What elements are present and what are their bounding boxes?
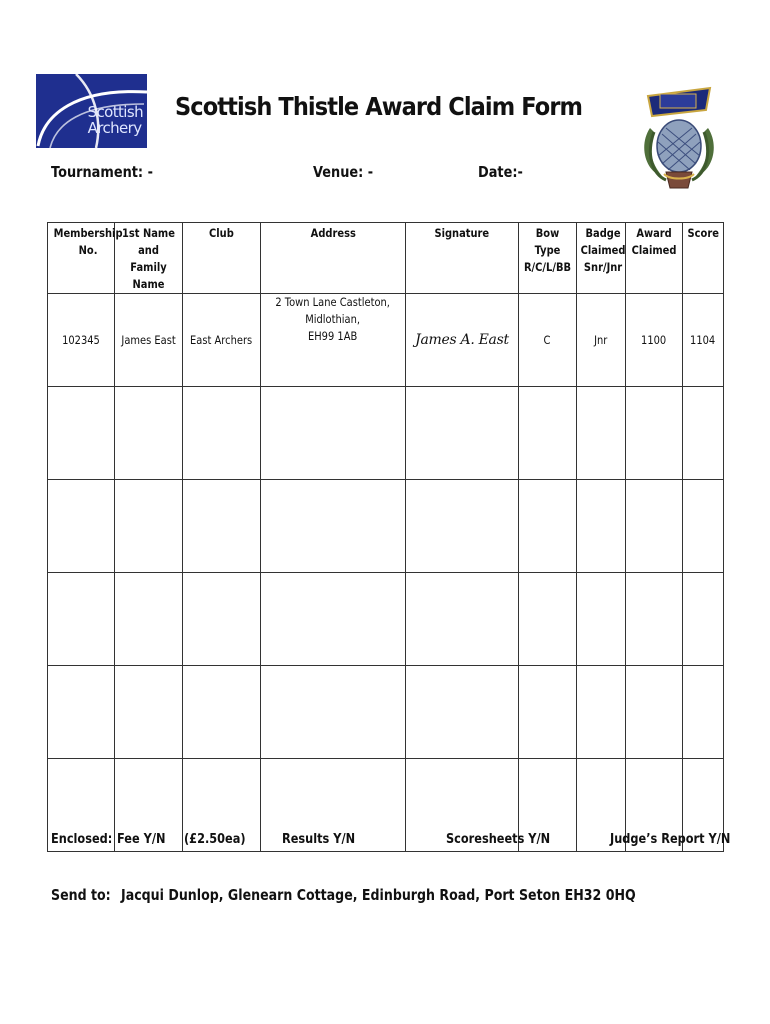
cell-award[interactable]: 1100 bbox=[626, 294, 683, 387]
column-header-membership: Membership No. bbox=[48, 223, 115, 294]
table-row-empty bbox=[48, 573, 724, 666]
empty-cell[interactable] bbox=[406, 573, 519, 666]
fee-option[interactable]: Fee Y/N bbox=[117, 831, 166, 847]
column-header-bow-type: Bow Type R/C/L/BB bbox=[519, 223, 577, 294]
fee-price: (£2.50ea) bbox=[184, 831, 246, 847]
cell-signature[interactable]: James A. East bbox=[406, 294, 519, 387]
empty-cell[interactable] bbox=[261, 666, 406, 759]
cell-club[interactable]: East Archers bbox=[183, 294, 261, 387]
empty-cell[interactable] bbox=[261, 387, 406, 480]
empty-cell[interactable] bbox=[577, 387, 626, 480]
send-to-label: Send to: bbox=[51, 886, 111, 904]
date-field: Date:- bbox=[478, 163, 523, 181]
empty-cell[interactable] bbox=[683, 387, 724, 480]
send-to-address: Jacqui Dunlop, Glenearn Cottage, Edinburgh Road, Port Seton EH32 0HQ bbox=[121, 886, 636, 904]
empty-cell[interactable] bbox=[683, 573, 724, 666]
empty-cell[interactable] bbox=[626, 480, 683, 573]
table-row-empty bbox=[48, 387, 724, 480]
cell-membership[interactable]: 102345 bbox=[48, 294, 115, 387]
empty-cell[interactable] bbox=[626, 387, 683, 480]
column-header-address: Address bbox=[261, 223, 406, 294]
column-header-name: 1st Name and Family Name bbox=[115, 223, 183, 294]
empty-cell[interactable] bbox=[577, 573, 626, 666]
page-title: Scottish Thistle Award Claim Form bbox=[175, 92, 583, 121]
empty-cell[interactable] bbox=[115, 666, 183, 759]
empty-cell[interactable] bbox=[183, 480, 261, 573]
claim-table bbox=[47, 222, 724, 852]
empty-cell[interactable] bbox=[519, 573, 577, 666]
empty-cell[interactable] bbox=[406, 480, 519, 573]
cell-badge[interactable]: Jnr bbox=[577, 294, 626, 387]
empty-cell[interactable] bbox=[48, 666, 115, 759]
venue-field: Venue: - bbox=[313, 163, 374, 181]
empty-cell[interactable] bbox=[577, 480, 626, 573]
empty-cell[interactable] bbox=[626, 573, 683, 666]
results-option[interactable]: Results Y/N bbox=[282, 831, 356, 847]
empty-cell[interactable] bbox=[183, 573, 261, 666]
table-row bbox=[48, 294, 724, 387]
empty-cell[interactable] bbox=[115, 480, 183, 573]
empty-cell[interactable] bbox=[261, 480, 406, 573]
scoresheets-option[interactable]: Scoresheets Y/N bbox=[446, 831, 551, 847]
cell-score[interactable]: 1104 bbox=[683, 294, 724, 387]
table-header-row bbox=[48, 223, 724, 294]
empty-cell[interactable] bbox=[519, 666, 577, 759]
empty-cell[interactable] bbox=[626, 666, 683, 759]
column-header-award: Award Claimed bbox=[626, 223, 683, 294]
enclosed-label: Enclosed: bbox=[51, 831, 113, 847]
empty-cell[interactable] bbox=[683, 480, 724, 573]
empty-cell[interactable] bbox=[519, 387, 577, 480]
empty-cell[interactable] bbox=[183, 666, 261, 759]
empty-cell[interactable] bbox=[519, 480, 577, 573]
empty-cell[interactable] bbox=[115, 387, 183, 480]
empty-cell[interactable] bbox=[115, 573, 183, 666]
empty-cell[interactable] bbox=[261, 573, 406, 666]
cell-bow-type[interactable]: C bbox=[519, 294, 577, 387]
empty-cell[interactable] bbox=[48, 387, 115, 480]
column-header-club: Club bbox=[183, 223, 261, 294]
empty-cell[interactable] bbox=[683, 666, 724, 759]
judges-report-option[interactable]: Judge’s Report Y/N bbox=[610, 831, 731, 847]
logo-text: Scottish Archery bbox=[87, 103, 143, 137]
empty-cell[interactable] bbox=[48, 480, 115, 573]
cell-name[interactable]: James East bbox=[115, 294, 183, 387]
table-row-empty bbox=[48, 480, 724, 573]
empty-cell[interactable] bbox=[48, 573, 115, 666]
column-header-score: Score bbox=[683, 223, 724, 294]
column-header-badge: Badge Claimed Snr/Jnr bbox=[577, 223, 626, 294]
empty-cell[interactable] bbox=[183, 387, 261, 480]
scottish-archery-logo bbox=[36, 74, 147, 148]
empty-cell[interactable] bbox=[406, 666, 519, 759]
cell-address[interactable]: 2 Town Lane Castleton, Midlothian, EH99 1AB bbox=[261, 294, 406, 387]
empty-cell[interactable] bbox=[577, 666, 626, 759]
tournament-field: Tournament: - bbox=[51, 163, 153, 181]
empty-cell[interactable] bbox=[406, 387, 519, 480]
table-row-empty bbox=[48, 666, 724, 759]
column-header-signature: Signature bbox=[406, 223, 519, 294]
thistle-badge-icon bbox=[640, 76, 718, 198]
